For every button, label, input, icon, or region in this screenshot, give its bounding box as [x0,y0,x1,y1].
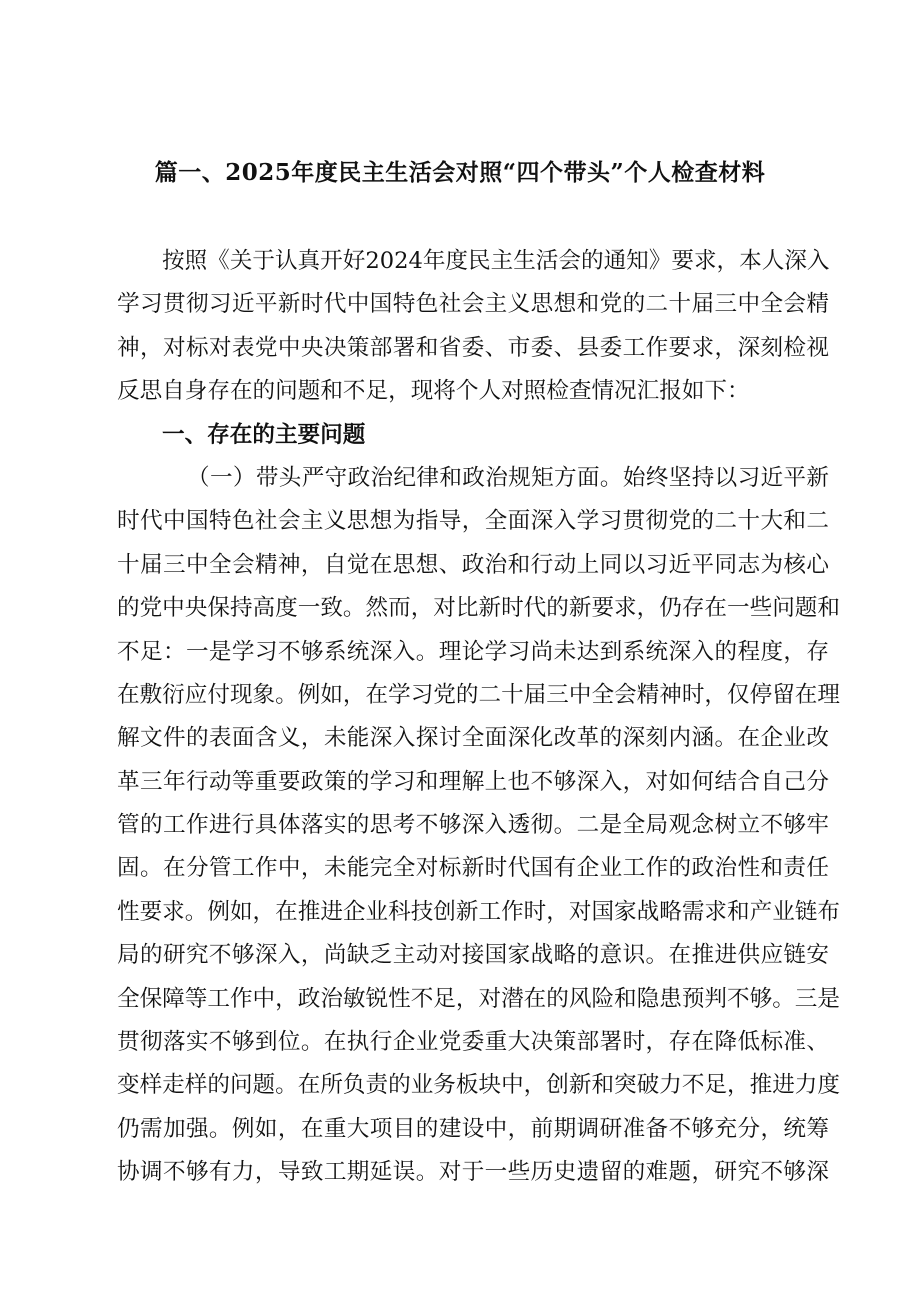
section-line: 管的工作进行具体落实的思考不够深入透彻。二是全局观念树立不够牢 [117,812,829,839]
section-line: 变样走样的问题。在所负责的业务板块中，创新和突破力不足，推进力度 [117,1072,840,1099]
intro-line: 学习贯彻习近平新时代中国特色社会主义思想和党的二十届三中全会精 [117,291,829,318]
intro-line: 按照《关于认真开好2024年度民主生活会的通知》要求，本人深入 [162,248,830,274]
section-line: 的党中央保持高度一致。然而，对比新时代的新要求，仍存在一些问题和 [117,595,840,622]
section-line: （一）带头严守政治纪律和政治规矩方面。始终坚持以习近平新 [187,464,829,491]
section-line: 不足：一是学习不够系统深入。理论学习尚未达到系统深入的程度，存 [117,638,829,665]
section-line: 局的研究不够深入，尚缺乏主动对接国家战略的意识。在推进供应链安 [117,942,829,969]
section-line: 解文件的表面含义，未能深入探讨全面深化改革的深刻内涵。在企业改 [117,725,829,752]
intro-line: 反思自身存在的问题和不足，现将个人对照检查情况汇报如下： [117,378,750,405]
section-line: 性要求。例如，在推进企业科技创新工作时，对国家战略需求和产业链布 [117,898,840,925]
section-line: 全保障等工作中，政治敏锐性不足，对潜在的风险和隐患预判不够。三是 [117,985,840,1012]
intro-line: 神，对标对表党中央决策部署和省委、市委、县委工作要求，深刻检视 [117,334,829,361]
document-body [117,240,840,1195]
section-line: 仍需加强。例如，在重大项目的建设中，前期调研准备不够充分，统筹 [117,1115,829,1142]
section-line: 贯彻落实不够到位。在执行企业党委重大决策部署时，存在降低标准、 [117,1029,829,1056]
section-line: 革三年行动等重要政策的学习和理解上也不够深入，对如何结合自己分 [117,768,829,795]
section-line: 十届三中全会精神，自觉在思想、政治和行动上同以习近平同志为核心 [117,551,829,578]
section-line: 在敷衍应付现象。例如，在学习党的二十届三中全会精神时，仅停留在理 [117,681,840,708]
section-line: 固。在分管工作中，未能完全对标新时代国有企业工作的政治性和责任 [117,855,829,882]
section-line: 协调不够有力，导致工期延误。对于一些历史遗留的难题，研究不够深 [117,1159,829,1186]
section-line: 时代中国特色社会主义思想为指导，全面深入学习贯彻党的二十大和二 [117,508,829,535]
section-heading: 一、存在的主要问题 [162,421,366,448]
document-title: 篇一、2025年度民主生活会对照“四个带头”个人检查材料 [154,159,766,186]
